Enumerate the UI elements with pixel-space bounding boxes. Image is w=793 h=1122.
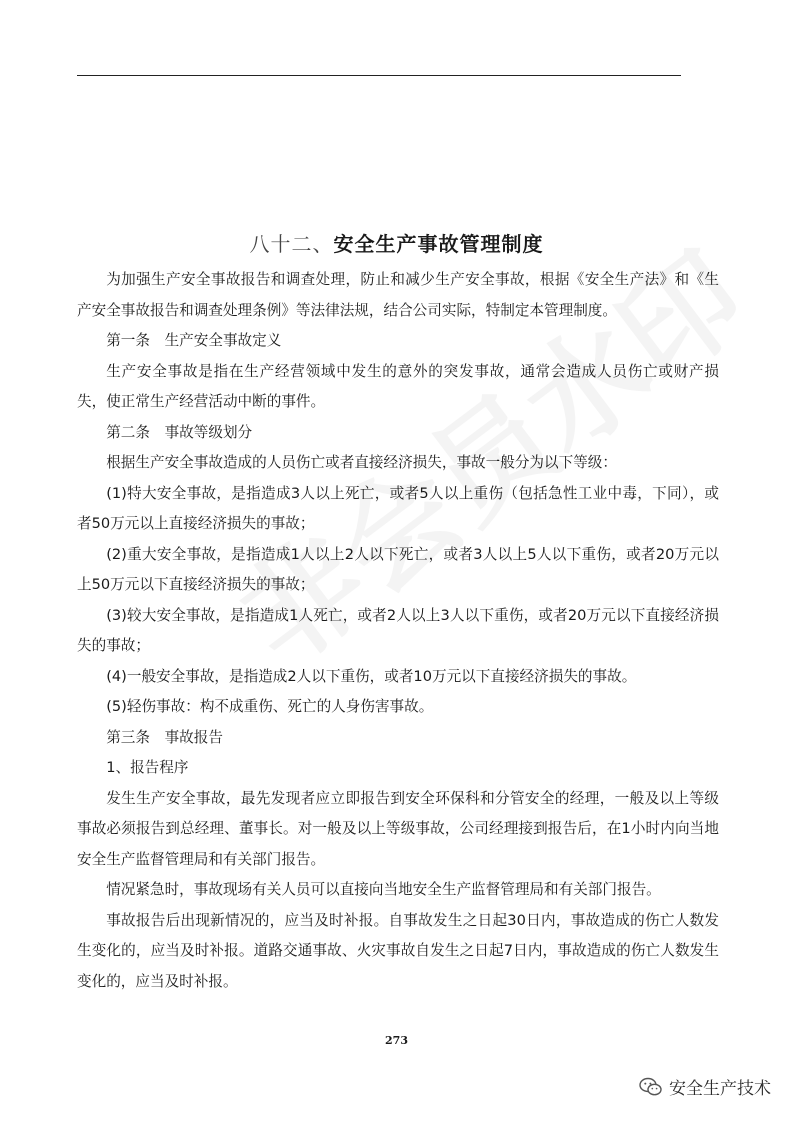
brand-name: 安全生产技术 [669, 1079, 771, 1099]
paragraph: 情况紧急时，事故现场有关人员可以直接向当地安全生产监督管理局和有关部门报告。 [106, 881, 661, 898]
header-rule [77, 75, 681, 76]
paragraph: 生产安全事故是指在生产经营领域中发生的意外的突发事故，通常会造成人员伤亡或财产损失，使正常生产经营活动中断的事件。 [77, 362, 719, 410]
brand-watermark [639, 1074, 771, 1099]
list-item: (3)较大安全事故，是指造成1人死亡，或者2人以上3人以下重伤，或者20万元以下直接经济损失的事故； [77, 606, 719, 654]
article-heading-1: 第一条 生产安全事故定义 [106, 332, 282, 349]
paragraph: 根据生产安全事故造成的人员伤亡或者直接经济损失，事故一般分为以下等级： [106, 454, 617, 471]
paragraph-intro: 为加强生产安全事故报告和调查处理，防止和减少生产安全事故，根据《安全生产法》和《生产安全事故报告和调查处理条例》等法律法规，结合公司实际，特制定本管理制度。 [77, 271, 719, 319]
article-heading-3: 第三条 事故报告 [106, 728, 223, 746]
list-item: (2)重大安全事故，是指造成1人以上2人以下死亡，或者3人以上5人以下重伤，或者20万元以上50万元以下直接经济损失的事故； [77, 545, 719, 593]
title-number: 八十二、 [249, 232, 334, 256]
wechat-icon [639, 1077, 663, 1097]
list-item: (1)特大安全事故，是指造成3人以上死亡，或者5人以上重伤（包括急性工业中毒，下同），或者50万元以上直接经济损失的事故； [77, 484, 719, 532]
paragraph: 发生生产安全事故，最先发现者应立即报告到安全环保科和分管安全的经理，一般及以上等级事故必须报告到总经理、董事长。对一般及以上等级事故，公司经理接到报告后，在1小时内向当地安全生产监督管理局和有关部门报告。 [77, 789, 719, 868]
document-body [77, 265, 719, 997]
list-item: (5)轻伤事故：构不成重伤、死亡的人身伤害事故。 [106, 698, 434, 715]
article-heading-2: 第二条 事故等级划分 [106, 423, 253, 441]
paragraph: 事故报告后出现新情况的，应当及时补报。自事故发生之日起30日内，事故造成的伤亡人数发生变化的，应当及时补报。道路交通事故、火灾事故自发生之日起7日内，事故造成的伤亡人数发生变化的，应当及时补报。 [77, 911, 719, 990]
sub-heading: 1、报告程序 [106, 759, 189, 776]
page-number: 273 [385, 1034, 408, 1047]
section-title [0, 228, 793, 257]
title-text: 安全生产事故管理制度 [333, 232, 544, 256]
list-item: (4)一般安全事故，是指造成2人以下重伤，或者10万元以下直接经济损失的事故。 [106, 667, 637, 685]
